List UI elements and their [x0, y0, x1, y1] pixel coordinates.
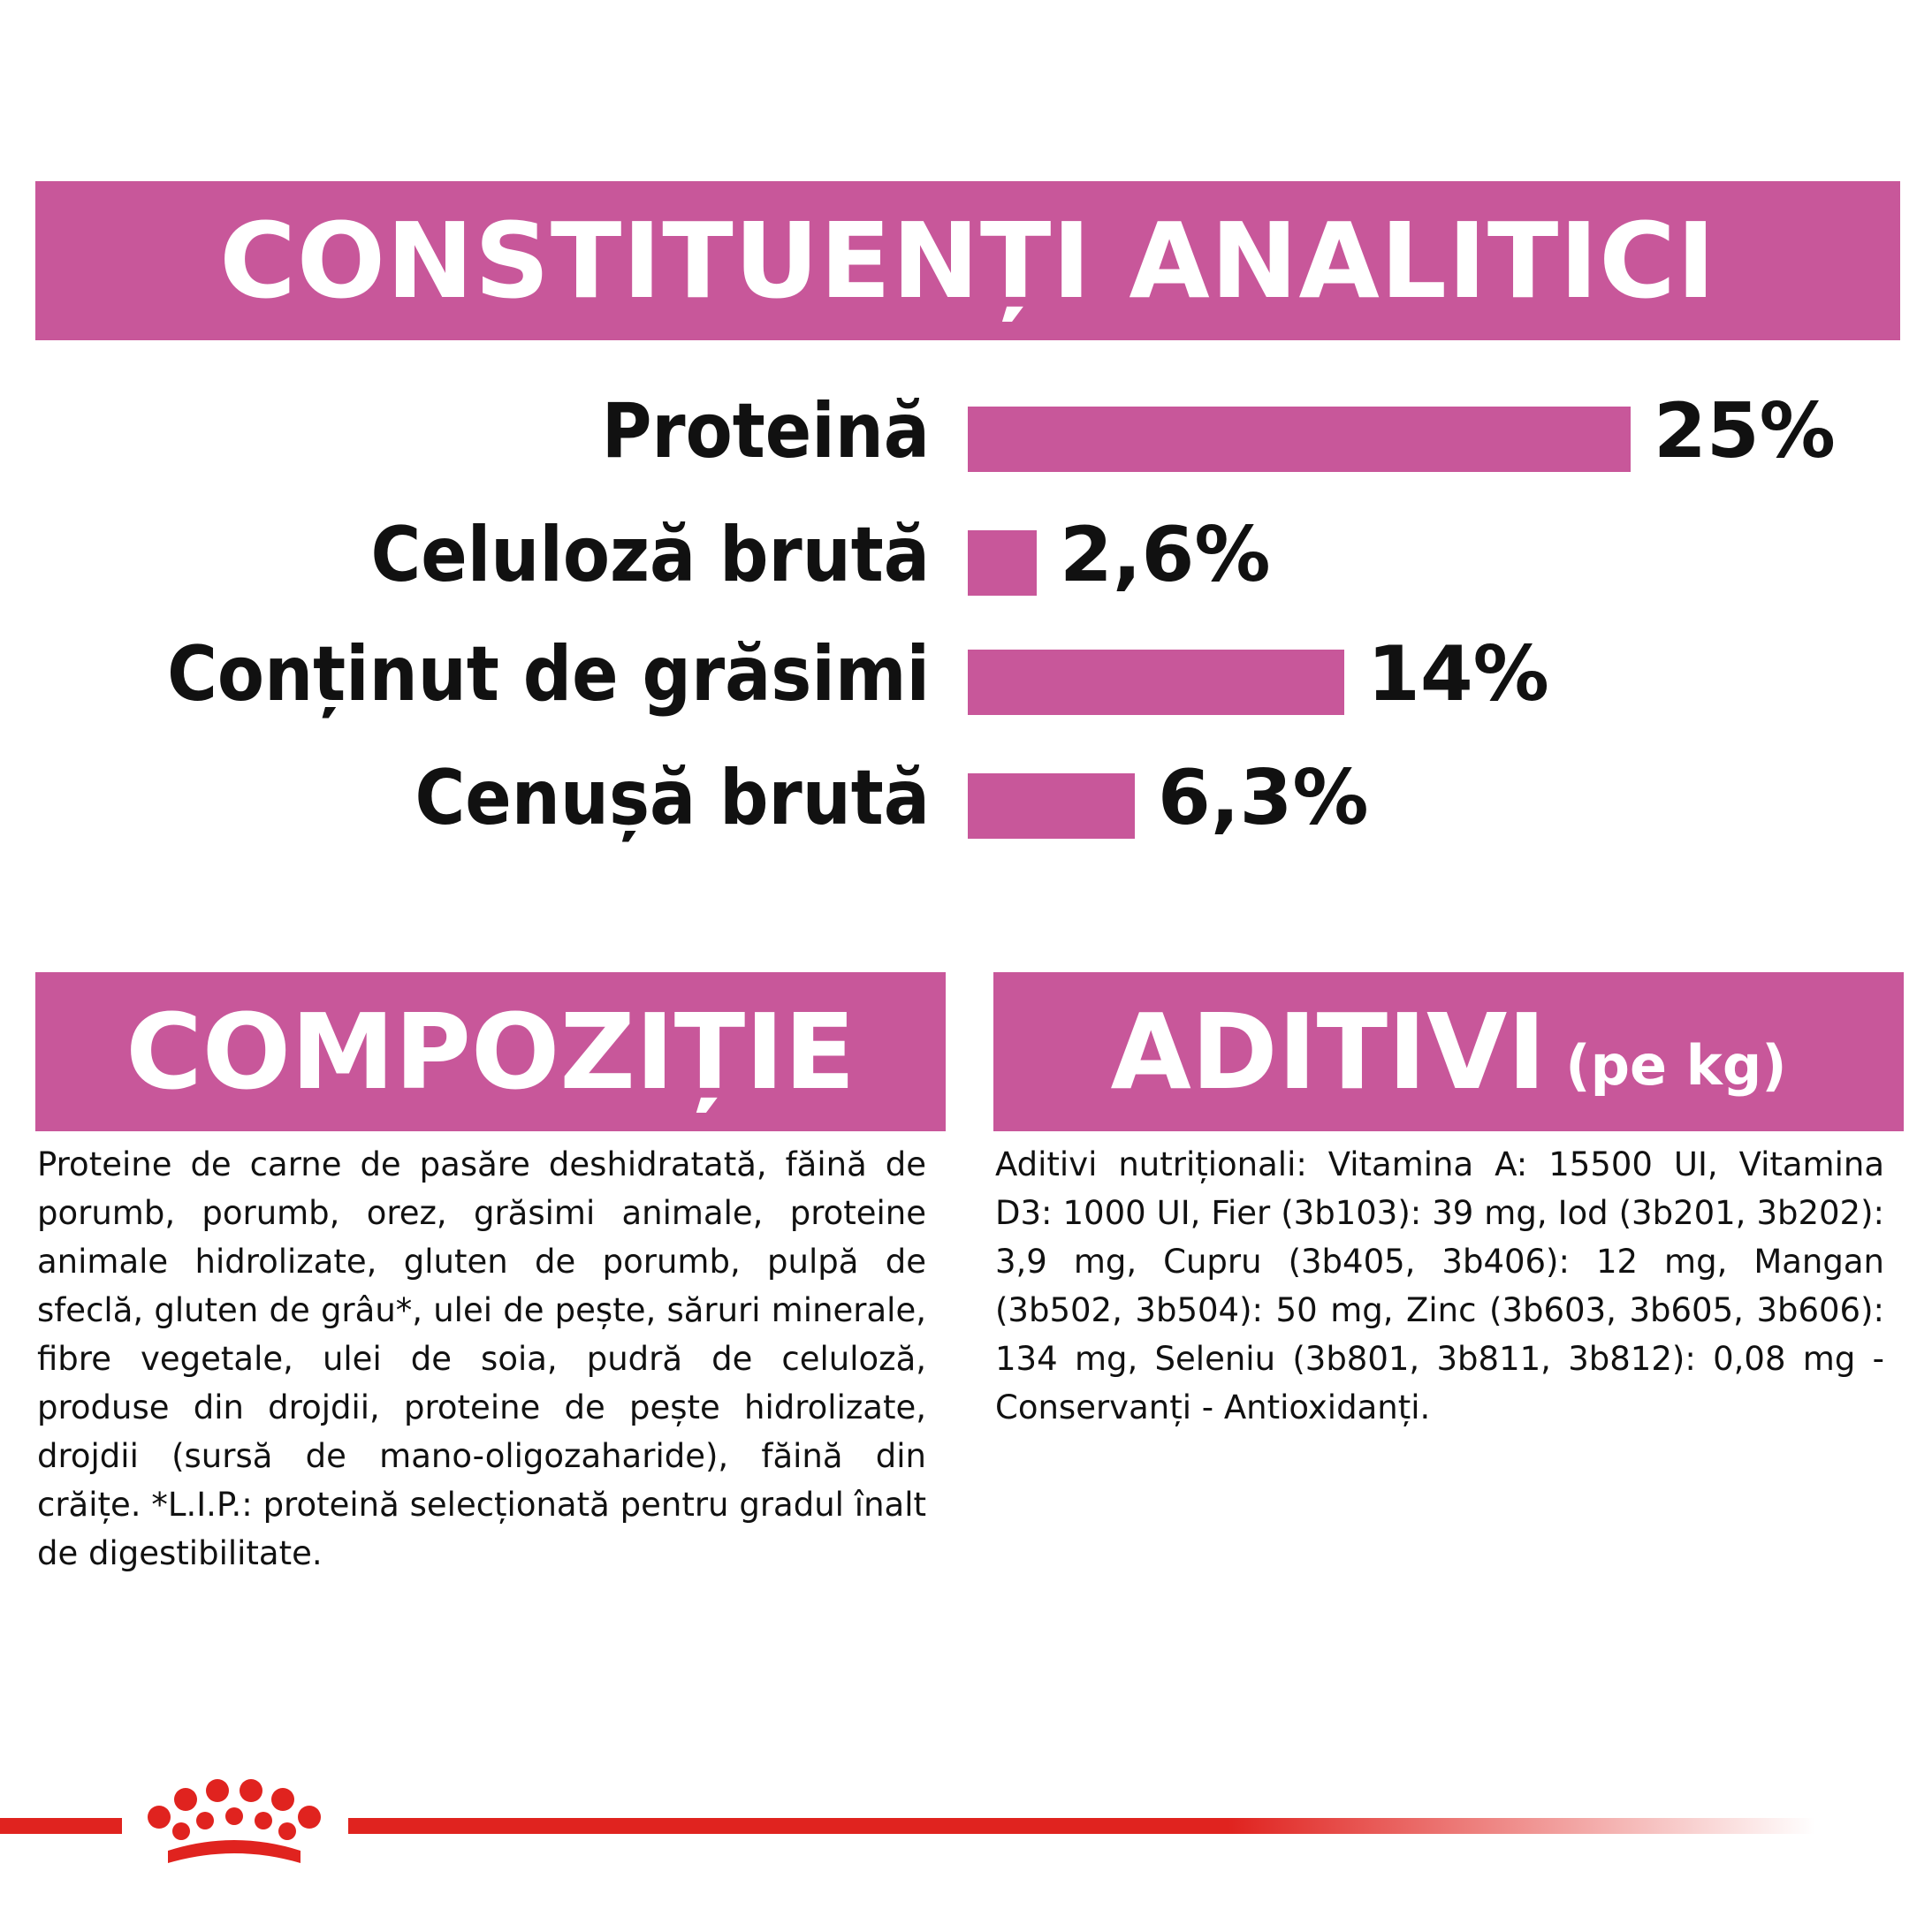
analytic-bar [968, 530, 1037, 596]
footer-line-left [0, 1818, 122, 1834]
additives-title-suffix: (pe kg) [1565, 1032, 1787, 1098]
analytic-bar [968, 773, 1135, 839]
additives-title: ADITIVI [1110, 991, 1547, 1113]
footer-line-right [348, 1818, 1815, 1834]
analytic-value: 2,6% [1060, 511, 1271, 599]
analytic-value: 14% [1367, 630, 1549, 719]
analytic-value: 6,3% [1158, 754, 1369, 842]
composition-text: Proteine de carne de pasăre deshidratată, făină de porumb, porumb, orez, grăsimi animale, proteine animale hidrolizate, gluten de porumb, pulpă de sfeclă, gluten de grâu*, ulei de pește, săruri minerale, fibre vegetale, ulei de soia, pudră de celuloză, produse din drojdii, proteine de pește hidrolizate, drojdii (sursă de mano-oligozaharide), făină din crăițe. *L.I.P.: proteină selecționată pentru gradul înalt de digestibilitate. [37, 1145, 926, 1572]
analytic-label: Conținut de grăsimi [167, 630, 930, 719]
analytic-label: Proteină [601, 387, 930, 475]
analytic-bar [968, 650, 1344, 715]
analytic-label: Cenușă brută [415, 754, 930, 842]
composition-header [35, 972, 946, 1131]
additives-header [993, 972, 1904, 1131]
analytic-header [35, 181, 1900, 340]
analytic-label: Celuloză brută [370, 511, 930, 599]
analytic-bar [968, 407, 1631, 472]
analytic-title: CONSTITUENȚI ANALITICI [219, 200, 1716, 322]
analytic-row-fat [0, 626, 1932, 723]
royal-canin-crown-icon [133, 1759, 336, 1883]
analytic-value: 25% [1654, 387, 1836, 475]
composition-title: COMPOZIȚIE [126, 991, 856, 1113]
analytic-row-protein [0, 383, 1932, 480]
analytic-row-ash [0, 749, 1932, 847]
additives-text: Aditivi nutriționali: Vitamina A: 15500 UI, Vitamina D3: 1000 UI, Fier (3b103): 39 mg, Iod (3b201, 3b202): 3,9 mg, Cupru (3b405, 3b406): 12 mg, Mangan (3b502, 3b504): 50 mg, Zinc (3b603, 3b605, 3b606): 134 mg, Seleniu (3b801, 3b811, 3b812): 0,08 mg - Conservanți - Antioxidanți. [995, 1145, 1884, 1426]
analytic-row-fiber [0, 506, 1932, 604]
